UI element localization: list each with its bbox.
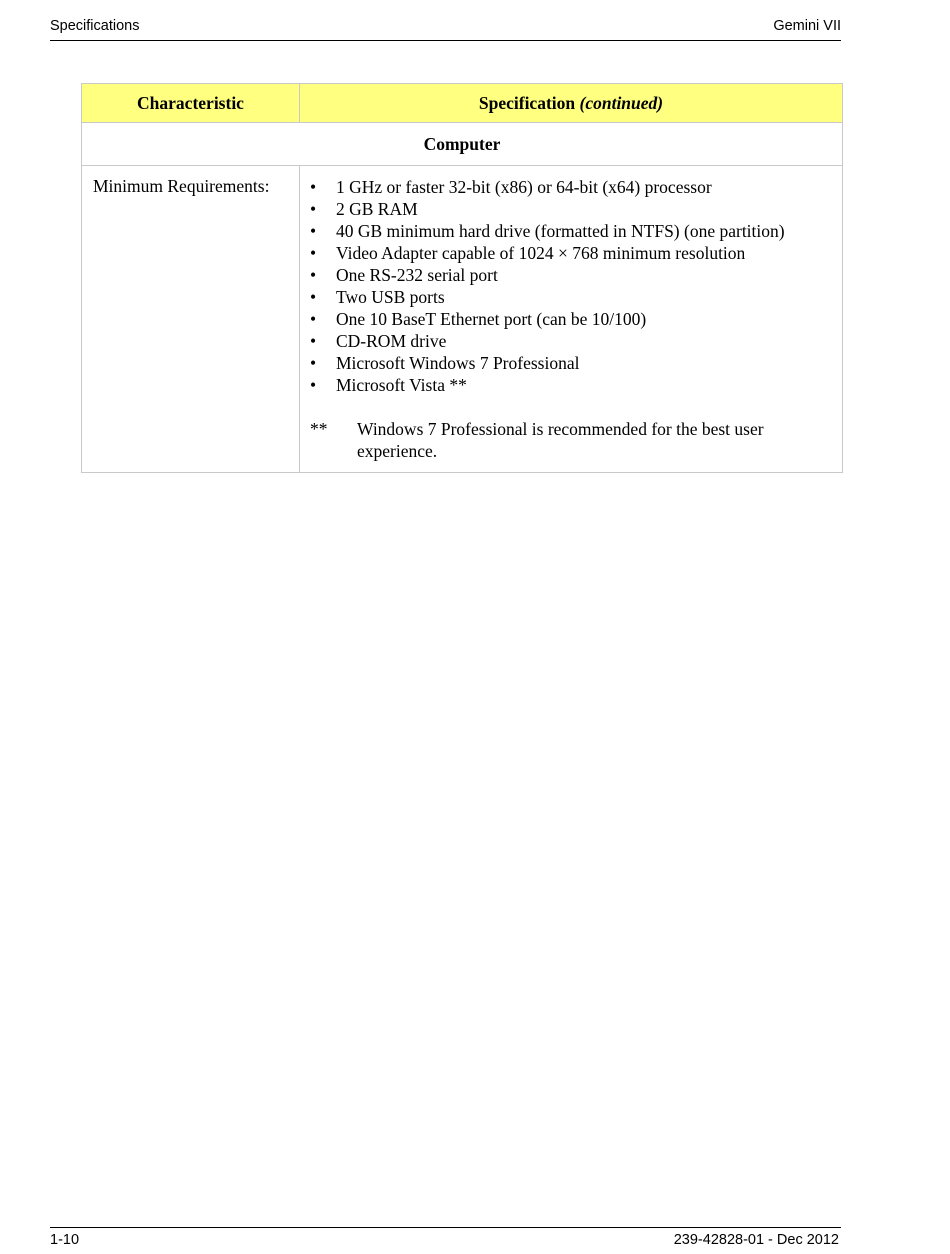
footnote-mark: ** xyxy=(310,419,328,439)
bullet-icon: • xyxy=(310,221,317,241)
list-item xyxy=(310,330,834,352)
specification-table xyxy=(81,83,843,473)
list-item-text: Two USB ports xyxy=(336,287,445,307)
list-item xyxy=(310,242,834,264)
list-item-text: 40 GB minimum hard drive (formatted in NTFS) (one partition) xyxy=(336,221,785,241)
column-header-characteristic: Characteristic xyxy=(82,84,300,123)
section-title: Computer xyxy=(82,123,843,166)
bullet-icon: • xyxy=(310,309,317,329)
list-item xyxy=(310,308,834,330)
list-item-text: Microsoft Windows 7 Professional xyxy=(336,353,580,373)
table-row xyxy=(82,166,843,473)
list-item-text: Microsoft Vista ** xyxy=(336,375,467,395)
list-item-text: Video Adapter capable of 1024 × 768 minimum resolution xyxy=(336,243,746,263)
list-item-text: 2 GB RAM xyxy=(336,199,418,219)
page-footer xyxy=(50,1227,841,1252)
page-header xyxy=(50,17,841,41)
bullet-icon: • xyxy=(310,177,317,197)
footnote xyxy=(310,418,834,462)
list-item-text: 1 GHz or faster 32-bit (x86) or 64-bit (x64) processor xyxy=(336,177,712,197)
document-number: 239-42828-01 - Dec 2012 xyxy=(673,1232,839,1248)
header-product-name: Gemini VII xyxy=(773,18,841,34)
list-item xyxy=(310,198,834,220)
column-header-specification xyxy=(300,84,843,123)
row-label: Minimum Requirements: xyxy=(82,166,300,473)
table-header-row xyxy=(82,84,843,123)
column-header-specification-label: Specification xyxy=(478,92,576,113)
footnote-text: Windows 7 Professional is recommended for the best user experience. xyxy=(357,419,764,461)
row-value xyxy=(300,166,843,473)
list-item-text: One RS-232 serial port xyxy=(336,265,498,285)
requirements-list xyxy=(310,176,834,396)
list-item-text: One 10 BaseT Ethernet port (can be 10/100) xyxy=(336,309,647,329)
bullet-icon: • xyxy=(310,265,317,285)
list-item xyxy=(310,286,834,308)
bullet-icon: • xyxy=(310,243,317,263)
list-item xyxy=(310,264,834,286)
bullet-icon: • xyxy=(310,331,317,351)
list-item xyxy=(310,220,834,242)
list-item xyxy=(310,374,834,396)
bullet-icon: • xyxy=(310,375,317,395)
list-item xyxy=(310,352,834,374)
section-row xyxy=(82,123,843,166)
list-item xyxy=(310,176,834,198)
bullet-icon: • xyxy=(310,199,317,219)
bullet-icon: • xyxy=(310,353,317,373)
bullet-icon: • xyxy=(310,287,317,307)
header-section-title: Specifications xyxy=(50,18,140,34)
list-item-text: CD-ROM drive xyxy=(336,331,447,351)
column-header-continued: (continued) xyxy=(579,92,664,113)
page-number: 1-10 xyxy=(50,1232,80,1248)
